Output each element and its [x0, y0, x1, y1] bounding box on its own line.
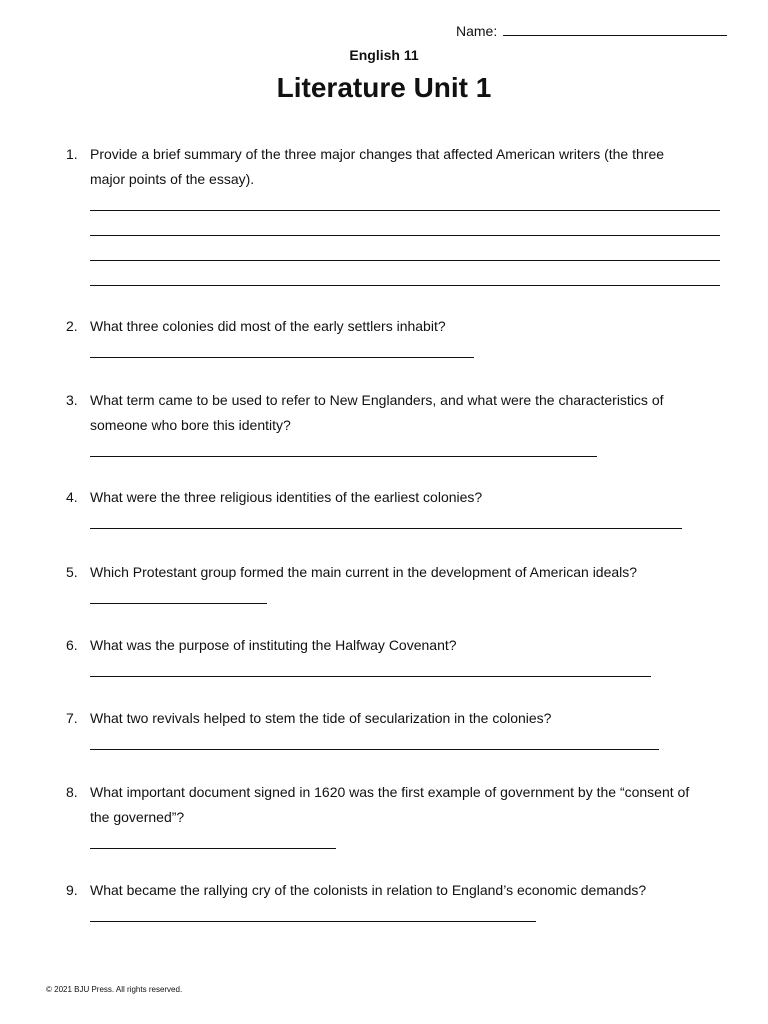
question-number: 6. — [66, 637, 78, 653]
question-text: Which Protestant group formed the main current in the development of American ideals? — [90, 564, 638, 580]
question-2 — [66, 314, 726, 358]
answer-line[interactable] — [90, 528, 682, 529]
answer-line[interactable] — [90, 285, 720, 286]
answer-line[interactable] — [90, 260, 720, 261]
answer-line[interactable] — [90, 603, 267, 604]
question-text: What were the three religious identities of the earliest colonies? — [90, 489, 483, 505]
question-text: What three colonies did most of the early settlers inhabit? — [90, 318, 446, 334]
question-number: 8. — [66, 784, 78, 800]
answer-line[interactable] — [90, 676, 651, 677]
question-text: What important document signed in 1620 was the first example of government by the “consent of the governed”? — [90, 784, 690, 825]
answer-line[interactable] — [90, 456, 597, 457]
copyright-footer: © 2021 BJU Press. All rights reserved. — [46, 985, 183, 994]
question-5 — [66, 560, 726, 604]
question-text: Provide a brief summary of the three major changes that affected American writers (the three major points of the essay). — [90, 146, 665, 187]
question-number: 1. — [66, 146, 78, 162]
name-field[interactable] — [456, 22, 727, 39]
name-blank-line[interactable] — [503, 22, 727, 36]
answer-line[interactable] — [90, 921, 536, 922]
question-number: 7. — [66, 710, 78, 726]
question-3 — [66, 388, 726, 457]
question-6 — [66, 633, 726, 677]
answer-line[interactable] — [90, 357, 474, 358]
answer-line[interactable] — [90, 848, 336, 849]
question-7 — [66, 706, 726, 750]
page-title: Literature Unit 1 — [276, 72, 492, 103]
question-8 — [66, 780, 726, 849]
question-text: What became the rallying cry of the colonists in relation to England’s economic demands? — [90, 882, 647, 898]
question-number: 5. — [66, 564, 78, 580]
answer-line[interactable] — [90, 210, 720, 211]
question-text: What term came to be used to refer to New Englanders, and what were the characteristics of someone who bore this identity? — [90, 392, 664, 433]
question-1 — [66, 142, 726, 286]
course-heading: English 11 — [349, 47, 419, 63]
answer-line[interactable] — [90, 749, 659, 750]
question-text: What two revivals helped to stem the tide of secularization in the colonies? — [90, 710, 552, 726]
question-number: 3. — [66, 392, 78, 408]
question-9 — [66, 878, 726, 922]
question-number: 4. — [66, 489, 78, 505]
answer-line[interactable] — [90, 235, 720, 236]
question-number: 2. — [66, 318, 78, 334]
question-text: What was the purpose of instituting the Halfway Covenant? — [90, 637, 457, 653]
question-4 — [66, 485, 726, 529]
name-label: Name: — [456, 23, 498, 39]
question-number: 9. — [66, 882, 78, 898]
